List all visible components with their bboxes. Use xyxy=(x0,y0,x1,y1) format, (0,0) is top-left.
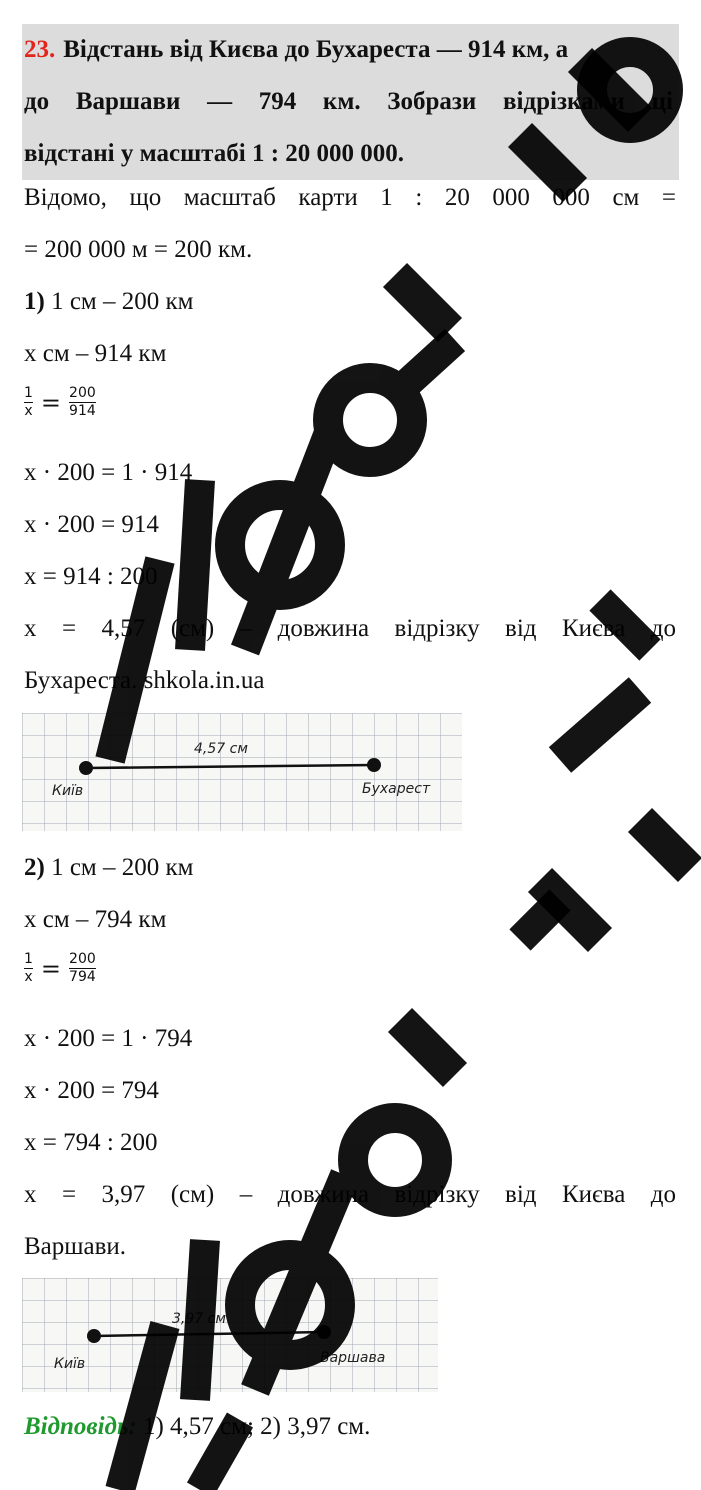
endpoint-start xyxy=(79,761,93,775)
part2-step-2: х · 200 = 794 xyxy=(24,1077,159,1104)
part2-line-2: х см – 794 км xyxy=(24,906,167,933)
numerator: 200 xyxy=(69,951,96,967)
denominator: x xyxy=(24,969,33,985)
part1-result-2: Бухареста. shkola.in.ua xyxy=(24,667,265,694)
task-number: 23. xyxy=(24,36,56,63)
segment-length-label: 3,97 см xyxy=(172,1311,226,1327)
part2-fraction-equation xyxy=(24,951,96,986)
fraction-right xyxy=(69,385,96,420)
segment-length-label: 4,57 см xyxy=(194,741,248,757)
part1-step-1: х · 200 = 1 · 914 xyxy=(24,459,193,486)
part1-label: 1) xyxy=(24,288,45,315)
part1-result-1: х = 4,57 (см) – довжина відрізку від Києва до xyxy=(24,615,676,642)
task-statement xyxy=(22,24,679,180)
numerator: 1 xyxy=(24,385,33,401)
part2-label: 2) xyxy=(24,854,45,881)
task-text-2: до Варшави — 794 км. Зобрази відрізками ці xyxy=(24,88,673,115)
part2-step-1: х · 200 = 1 · 794 xyxy=(24,1025,193,1052)
part2-result-1: х = 3,97 (см) – довжина відрізку від Києва до xyxy=(24,1181,676,1208)
numerator: 200 xyxy=(69,385,96,401)
end-label: Варшава xyxy=(320,1350,386,1366)
part2-line-1: 1 см – 200 км xyxy=(51,854,194,881)
task-line-3 xyxy=(24,128,673,180)
end-label: Бухарест xyxy=(362,781,431,797)
numerator: 1 xyxy=(24,951,33,967)
segment-drawing-1 xyxy=(22,713,462,831)
equals-sign: = xyxy=(40,954,62,983)
part2-result-2: Варшави. xyxy=(24,1233,127,1260)
fraction-left xyxy=(24,385,33,420)
task-line-1 xyxy=(24,24,673,76)
part1-step-3: х = 914 : 200 xyxy=(24,563,158,590)
start-label: Київ xyxy=(52,783,84,799)
part1-line-2: х см – 914 км xyxy=(24,340,167,367)
endpoint-start xyxy=(87,1329,101,1343)
start-label: Київ xyxy=(54,1356,86,1372)
part1-step-2: х · 200 = 914 xyxy=(24,511,159,538)
task-text-1: Відстань від Києва до Бухареста — 914 км, а xyxy=(63,36,569,63)
intro-line-2: = 200 000 м = 200 км. xyxy=(24,236,253,263)
answer-line xyxy=(24,1410,370,1444)
part1-proportion-1 xyxy=(24,285,193,319)
denominator: 914 xyxy=(69,403,96,419)
denominator: x xyxy=(24,403,33,419)
segment-line xyxy=(86,765,374,768)
intro-line-1: Відомо, що масштаб карти 1 : 20 000 000 см = xyxy=(24,184,676,211)
denominator: 794 xyxy=(69,969,96,985)
task-line-2 xyxy=(24,76,673,128)
segment-drawing-2 xyxy=(22,1278,438,1392)
fraction-left xyxy=(24,951,33,986)
answer-text: 1) 4,57 см; 2) 3,97 см. xyxy=(136,1413,371,1440)
part1-line-1: 1 см – 200 км xyxy=(51,288,194,315)
segment-line xyxy=(94,1332,324,1336)
fraction-right xyxy=(69,951,96,986)
answer-label: Відповідь: xyxy=(24,1413,137,1440)
part2-proportion-1 xyxy=(24,851,193,885)
endpoint-end xyxy=(317,1325,331,1339)
part1-fraction-equation xyxy=(24,385,96,420)
equals-sign: = xyxy=(40,388,62,417)
part2-step-3: х = 794 : 200 xyxy=(24,1129,158,1156)
endpoint-end xyxy=(367,758,381,772)
task-text-3: відстані у масштабі 1 : 20 000 000. xyxy=(24,140,405,167)
